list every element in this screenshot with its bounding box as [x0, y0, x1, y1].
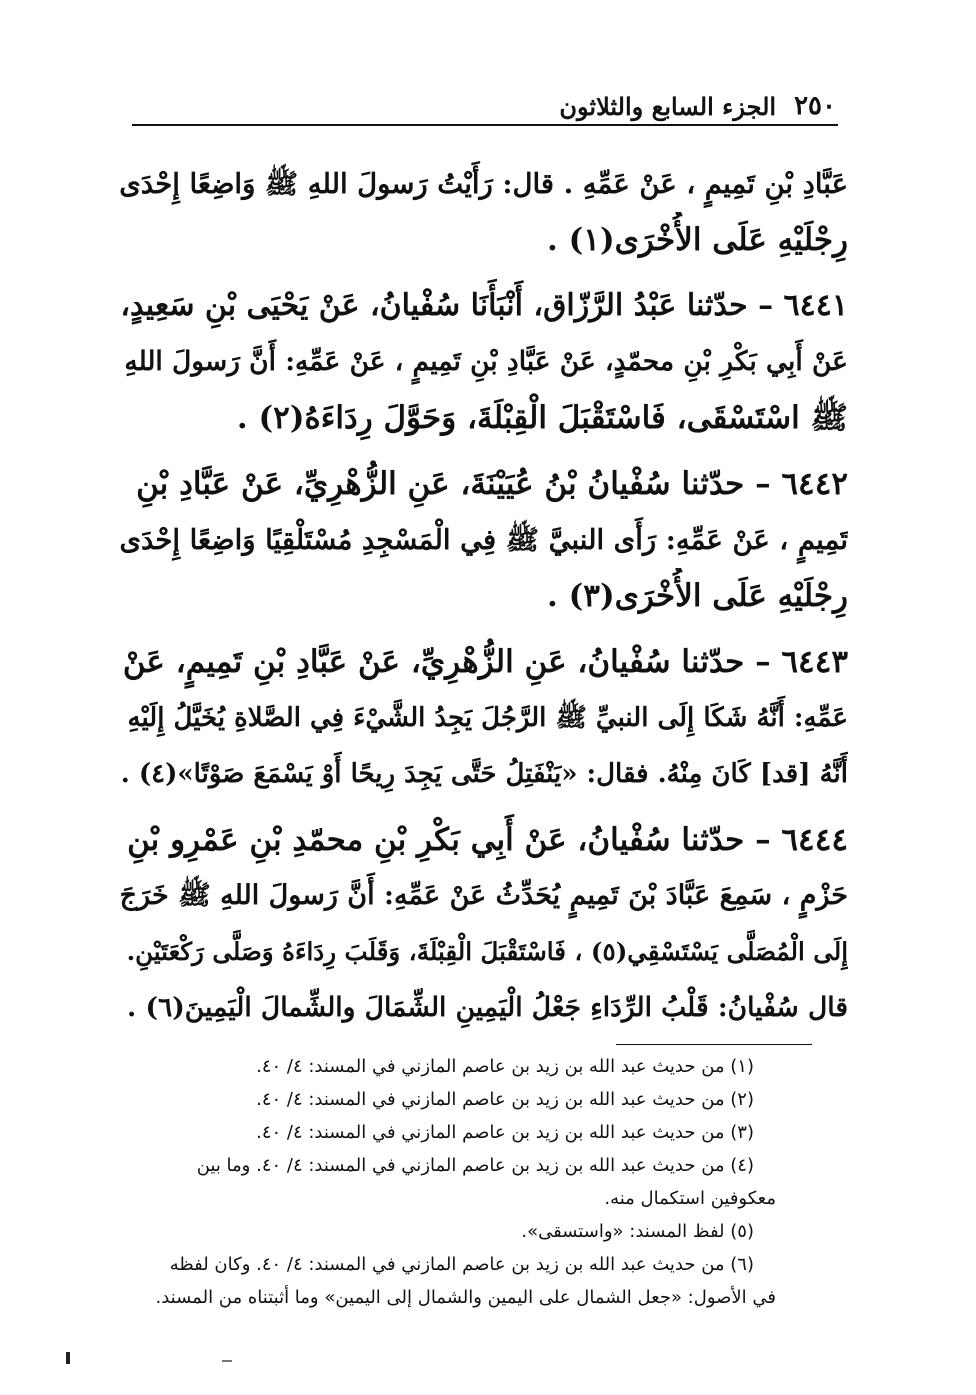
footnote-6-continued: في الأصول: «جعل الشمال على اليمين والشمال إلى اليمين» وما أثبتناه من المسند. [155, 1287, 776, 1308]
paragraph-1 [116, 156, 848, 268]
footnote-5: (٥) لفظ المسند: «واستسقى». [521, 1221, 754, 1242]
footnote-4: (٤) من حديث عبد الله بن زيد بن عاصم المازني في المسند: ٤/ ٤٠. وما بين [196, 1155, 754, 1176]
text-line: ٦٤٤١ – حدّثنا عَبْدُ الرَّزّاق، أَنْبَأَنَا سُفْيانُ، عَنْ يَحْيَى بْنِ سَعِيدٍ، [120, 288, 848, 323]
header-rule [132, 124, 838, 126]
running-header [200, 86, 836, 126]
text-line: ٦٤٤٣ – حدّثنا سُفْيانُ، عَنِ الزُّهْرِيِّ، عَنْ عَبَّادِ بْنِ تَمِيمٍ، عَنْ [122, 644, 848, 680]
text-line: ٦٤٤٤ – حدّثنا سُفْيانُ، عَنْ أَبِي بَكْرِ بْنِ محمّدِ بْنِ عَمْرِو بْنِ [127, 822, 848, 858]
hadith-6441 [116, 278, 848, 446]
text-line: ٦٤٤٢ – حدّثنا سُفْيانُ بْنُ عُيَيْنَةَ، عَنِ الزُّهْرِيِّ، عَنْ عَبَّادِ بْنِ [136, 466, 848, 502]
text-line: قال سُفْيانُ: قَلْبُ الرِّدَاءِ جَعْلُ الْيَمِينِ الشِّمَالَ والشِّمالَ الْيَمِينَ(٦) . [127, 992, 848, 1023]
footnotes [104, 1050, 776, 1314]
page-title: الجزء السابع والثلاثون [559, 91, 777, 121]
hadith-6444 [116, 812, 848, 1036]
text-line: ﷺ اسْتَسْقَى، فَاسْتَقْبَلَ الْقِبْلَةَ، وَحَوَّلَ رِدَاءَهُ(٢) . [236, 400, 848, 436]
hadith-6442 [116, 456, 848, 624]
text-line: عَبَّادِ بْنِ تَمِيمٍ ، عَنْ عَمِّهِ . قال: رَأَيْتُ رَسولَ اللهِ ﷺ وَاضِعًا إِحْدَى [119, 168, 848, 200]
text-line: أَنَّهُ [قد] كَانَ مِنْهُ. فقال: «يَنْفَتِلُ حَتَّى يَجِدَ رِيحًا أَوْ يَسْمَعَ صَوْتًا»(٤) . [120, 759, 848, 789]
scan-mark [222, 1360, 232, 1362]
text-line: عَمِّهِ: أَنَّهُ شَكَا إِلَى النبيِّ ﷺ الرَّجُلَ يَجِدُ الشَّيْءَ فِي الصَّلاةِ يُخَيَّلُ إِلَيْهِ [127, 703, 848, 733]
text-line: إِلَى الْمُصَلَّى يَسْتَسْقِي(٥) ، فَاسْتَقْبَلَ الْقِبْلَةَ، وَقَلَبَ رِدَاءَهُ وَصَلَّى رَكْعَتَيْنِ. [126, 937, 848, 966]
scan-mark [66, 1352, 70, 1364]
text-line: تَمِيمٍ ، عَنْ عَمِّهِ: رَأَى النبيَّ ﷺ فِي الْمَسْجِدِ مُسْتَلْقِيًا وَاضِعًا إِحْدَى [119, 524, 848, 556]
text-line: رِجْلَيْهِ عَلَى الأُخْرَى(١) . [547, 222, 848, 258]
main-text [116, 156, 848, 1036]
footnote-2: (٢) من حديث عبد الله بن زيد بن عاصم المازني في المسند: ٤/ ٤٠. [256, 1089, 754, 1110]
page-number: ٢٥٠ [794, 91, 836, 121]
footnote-6: (٦) من حديث عبد الله بن زيد بن عاصم المازني في المسند: ٤/ ٤٠. وكان لفظه [169, 1254, 754, 1275]
text-line: رِجْلَيْهِ عَلَى الأُخْرَى(٣) . [547, 578, 848, 614]
footnote-separator [616, 1044, 812, 1045]
hadith-6443 [116, 634, 848, 802]
footnote-1: (١) من حديث عبد الله بن زيد بن عاصم المازني في المسند: ٤/ ٤٠. [256, 1056, 754, 1077]
footnote-4-continued: معكوفين استكمال منه. [604, 1188, 776, 1209]
footnote-3: (٣) من حديث عبد الله بن زيد بن عاصم المازني في المسند: ٤/ ٤٠. [256, 1122, 754, 1143]
text-line: حَزْمٍ ، سَمِعَ عَبَّادَ بْنَ تَمِيمٍ يُحَدِّثُ عَنْ عَمِّهِ: أَنَّ رَسولَ اللهِ ﷺ خَرَجَ [119, 880, 848, 911]
text-line: عَنْ أَبِي بَكْرِ بْنِ محمّدٍ، عَنْ عَبَّادِ بْنِ تَمِيمٍ ، عَنْ عَمِّهِ: أَنَّ رَسولَ اللهِ [124, 346, 848, 377]
